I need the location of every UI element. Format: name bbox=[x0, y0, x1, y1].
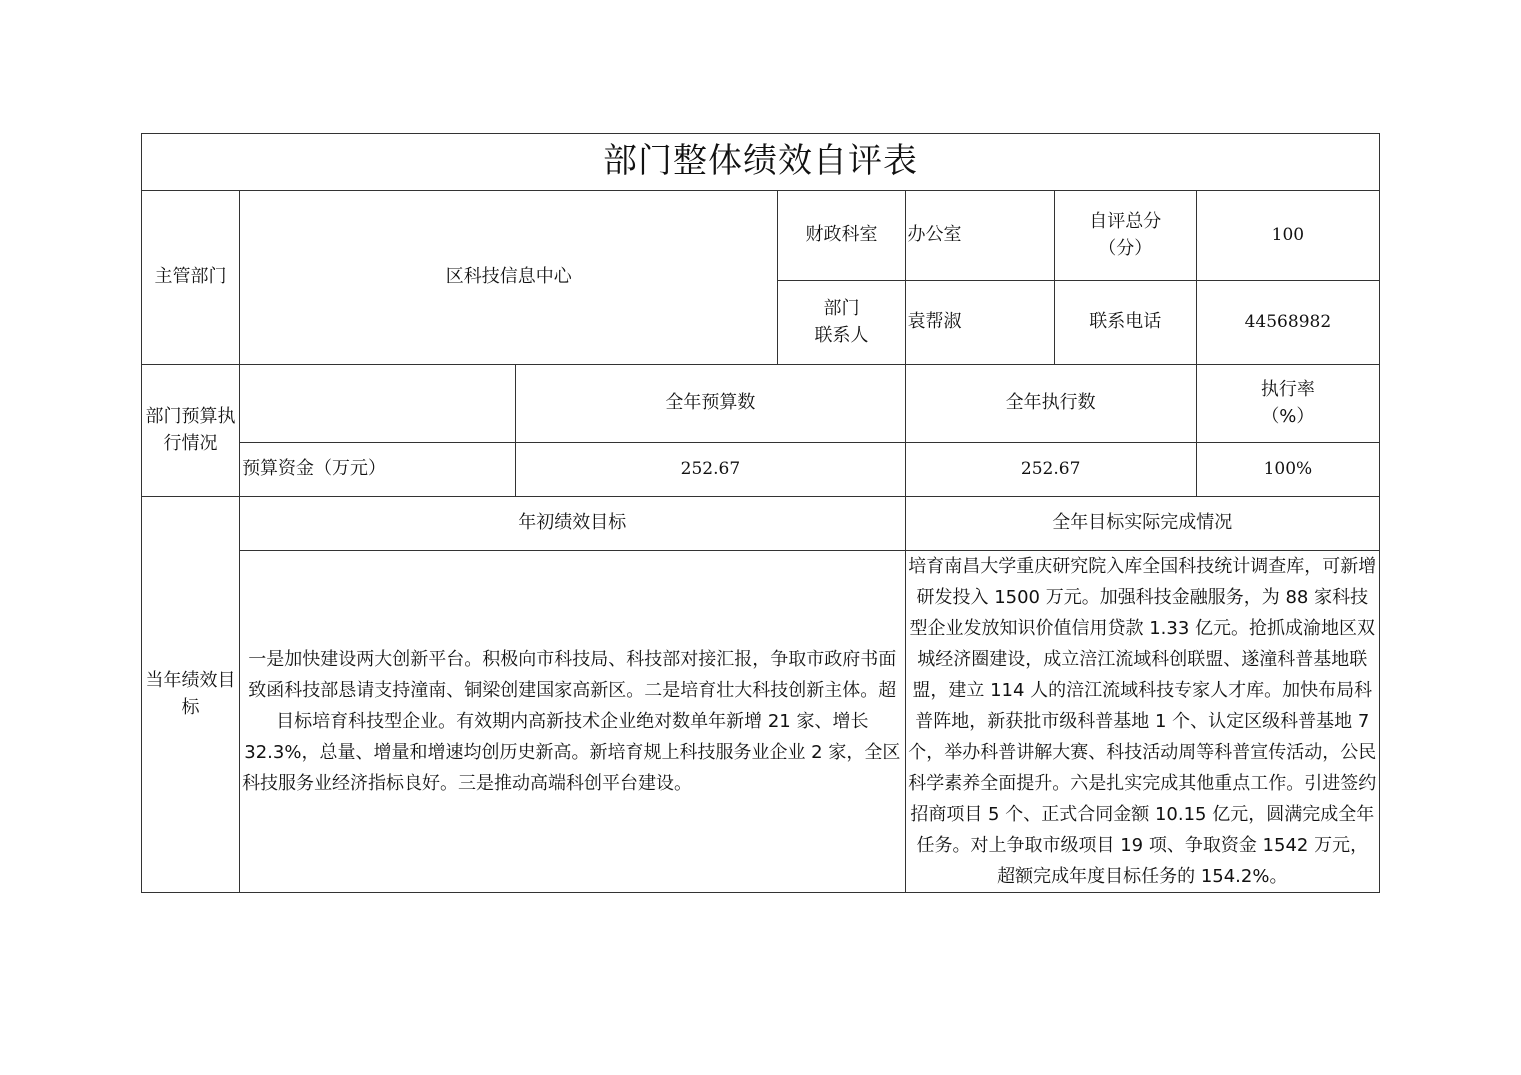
budget-header-blank bbox=[240, 365, 516, 443]
total-score-label bbox=[1054, 191, 1196, 281]
performance-section-label: 当年绩效目标 bbox=[142, 497, 240, 893]
finance-office-label: 财政科室 bbox=[778, 191, 905, 281]
budget-funds-label: 预算资金（万元） bbox=[240, 443, 516, 497]
dept-label: 主管部门 bbox=[142, 191, 240, 365]
initial-goal-text: 一是加快建设两大创新平台。积极向市科技局、科技部对接汇报，争取市政府书面致函科技部恳请支持潼南、铜梁创建国家高新区。二是培育壮大科技创新主体。超目标培育科技型企业。有效期内高新技术企业绝对数单年新增 21 家、增长32.3%，总量、增量和增速均创历史新高。新培育规上科技服务业企业 2 家，全区科技服务业经济指标良好。三是推动高端科创平台建设。 bbox=[240, 551, 905, 893]
contact-person-label-line2: 联系人 bbox=[814, 324, 869, 346]
annual-executed-value: 252.67 bbox=[905, 443, 1196, 497]
phone-value: 44568982 bbox=[1196, 281, 1379, 365]
actual-completion-header: 全年目标实际完成情况 bbox=[905, 497, 1379, 551]
actual-completion-text: 培育南昌大学重庆研究院入库全国科技统计调查库，可新增研发投入 1500 万元。加强科技金融服务，为 88 家科技型企业发放知识价值信用贷款 1.33 亿元。抢抓成渝地区双城经济圈建设，成立涪江流域科创联盟、遂潼科普基地联盟，建立 114 人的涪江流域科技专家人才库。加快布局科普阵地，新获批市级科普基地 1 个、认定区级科普基地 7 个，举办科普讲解大赛、科技活动周等科普宣传活动，公民科学素养全面提升。六是扎实完成其他重点工作。引进签约招商项目 5 个、正式合同金额 10.15 亿元，圆满完成全年任务。对上争取市级项目 19 项、争取资金 1542 万元，超额完成年度目标任务的 154.2%。 bbox=[905, 551, 1379, 893]
initial-goal-header: 年初绩效目标 bbox=[240, 497, 905, 551]
total-score-label-line1: 自评总分 bbox=[1089, 211, 1162, 233]
annual-budget-value: 252.67 bbox=[516, 443, 905, 497]
table-title: 部门整体绩效自评表 bbox=[142, 134, 1380, 191]
contact-person-label bbox=[778, 281, 905, 365]
execution-rate-header-line1: 执行率 bbox=[1260, 379, 1315, 401]
total-score-value: 100 bbox=[1196, 191, 1379, 281]
execution-rate-header-line2: （%） bbox=[1261, 405, 1315, 427]
annual-executed-header: 全年执行数 bbox=[905, 365, 1196, 443]
execution-rate-header bbox=[1196, 365, 1379, 443]
contact-person-value: 袁帮淑 bbox=[905, 281, 1054, 365]
annual-budget-header: 全年预算数 bbox=[516, 365, 905, 443]
finance-office-value: 办公室 bbox=[905, 191, 1054, 281]
execution-rate-value: 100% bbox=[1196, 443, 1379, 497]
contact-person-label-line1: 部门 bbox=[823, 298, 860, 320]
phone-label: 联系电话 bbox=[1054, 281, 1196, 365]
dept-value: 区科技信息中心 bbox=[240, 191, 778, 365]
total-score-label-line2: （分） bbox=[1098, 237, 1153, 259]
budget-section-label: 部门预算执行情况 bbox=[142, 365, 240, 497]
performance-self-evaluation-table bbox=[141, 133, 1380, 893]
